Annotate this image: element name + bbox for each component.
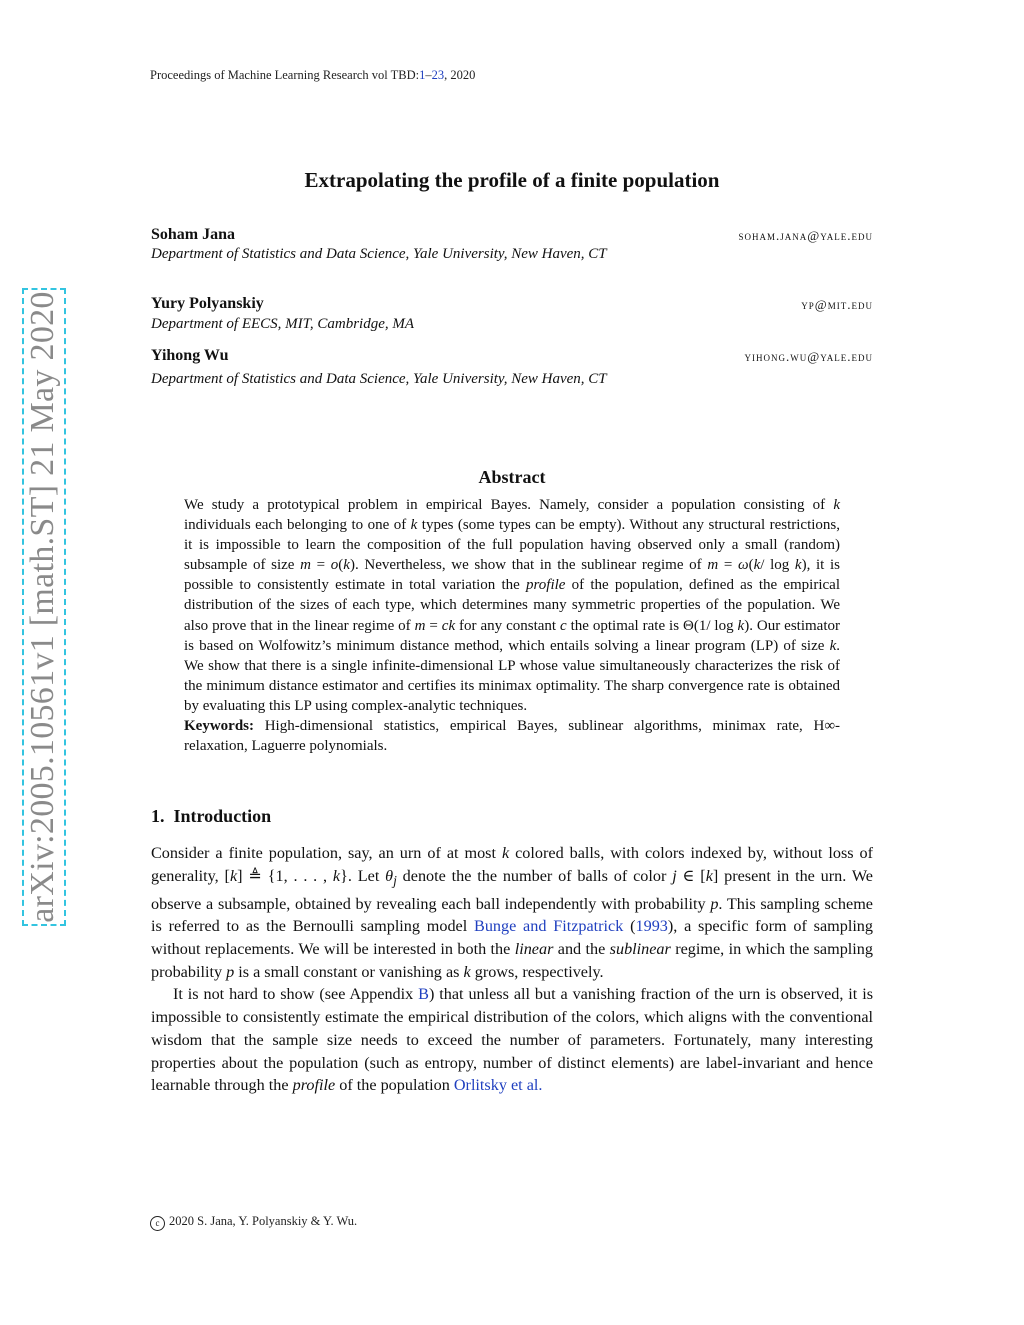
author-name: Soham Jana <box>151 226 236 243</box>
appendix-link[interactable]: B <box>418 985 429 1004</box>
introduction-body <box>151 842 873 1097</box>
citation-link[interactable]: Orlitsky et al. <box>453 1076 543 1095</box>
author-email: soham.jana@yale.edu <box>738 228 873 243</box>
arxiv-stamp-text[interactable]: arXiv:2005.10561v1 [math.ST] 21 May 2020 <box>24 291 61 923</box>
keywords <box>184 716 840 756</box>
citation-year-link[interactable]: 1993 <box>635 917 668 936</box>
keywords-list: High-dimensional statistics, empirical Bayes, sublinear algorithms, minimax rate, H∞-relaxation, Laguerre polynomials. <box>184 718 841 755</box>
author-email: yp@mit.edu <box>801 297 873 312</box>
abstract-body <box>184 495 840 756</box>
keywords-label: Keywords: <box>184 718 254 735</box>
page-link-end[interactable]: 23 <box>431 68 445 82</box>
author-affiliation: Department of Statistics and Data Science, Yale University, New Haven, CT <box>151 246 607 262</box>
copyright-icon: c <box>150 1216 165 1231</box>
paper-title: Extrapolating the profile of a finite population <box>304 168 720 192</box>
running-header: Proceedings of Machine Learning Research vol TBD:1–23, 2020 <box>150 68 476 82</box>
author-email: yihong.wu@yale.edu <box>744 349 873 364</box>
paragraph: It is not hard to show (see Appendix B) that unless all but a vanishing fraction of the urn is observed, it is impossible to consistently estimate the empirical distribution of the colors, which aligns with the conventional wisdom that the sample size needs to exceed the number of parameters. Fortunately, many interesting properties about the population (such as entropy, number of distinct elements) are label-invariant and hence learnable through the profile of the population Orlitsky et al. <box>151 985 873 1095</box>
author-name: Yihong Wu <box>151 347 229 364</box>
page-link-start[interactable]: 1 <box>419 68 426 82</box>
author-name: Yury Polyanskiy <box>151 295 264 312</box>
copyright-footer: c 2020 S. Jana, Y. Polyanskiy & Y. Wu. <box>150 1214 357 1231</box>
paragraph: Consider a finite population, say, an urn of at most k colored balls, with colors indexed by, without loss of generality, [k] ≜ {1, . . . , k}. Let $\theta_j$ denote the the number of balls of color j ∈ [k] present in the urn. We observe a subsample, obtained by revealing each ball independently with probability p. This sampling scheme is referred to as the Bernoulli sampling model Bunge and Fitzpatrick (1993), a specific form of sampling without replacements. We will be interested in both the linear and the sublinear regime, in which the sampling probability p is a small constant or vanishing as k grows, respectively. <box>151 844 874 981</box>
citation-link[interactable]: Bunge and Fitzpatrick <box>474 917 624 936</box>
section-heading: 1. Introduction <box>151 806 272 826</box>
abstract-heading: Abstract <box>478 467 546 487</box>
author-affiliation: Department of EECS, MIT, Cambridge, MA <box>151 316 415 332</box>
abstract-text: We study a prototypical problem in empirical Bayes. Namely, consider a population consisting of k individuals each belonging to one of k types (some types can be empty). Without any structural restrictions, it is impossible to learn the composition of the full population having observed only a small (random) subsample of size m = o(k). Nevertheless, we show that in the sublinear regime of m = ω(k/ log k), it is possible to consistently estimate in total variation the profile of the population, defined as the empirical distribution of the sizes of each type, which determines many symmetric properties of the population. We also prove that in the linear regime of m = ck for any constant c the optimal rate is Θ(1/ log k). Our estimator is based on Wolfowitz’s minimum distance method, which entails solving a linear program (LP) of size k. We show that there is a single infinite-dimensional LP whose value simultaneously characterizes the risk of the minimum distance estimator and certifies its minimax optimality. The sharp convergence rate is obtained by evaluating this LP using complex-analytic techniques. <box>184 497 841 714</box>
author-affiliation: Department of Statistics and Data Science, Yale University, New Haven, CT <box>151 371 607 387</box>
